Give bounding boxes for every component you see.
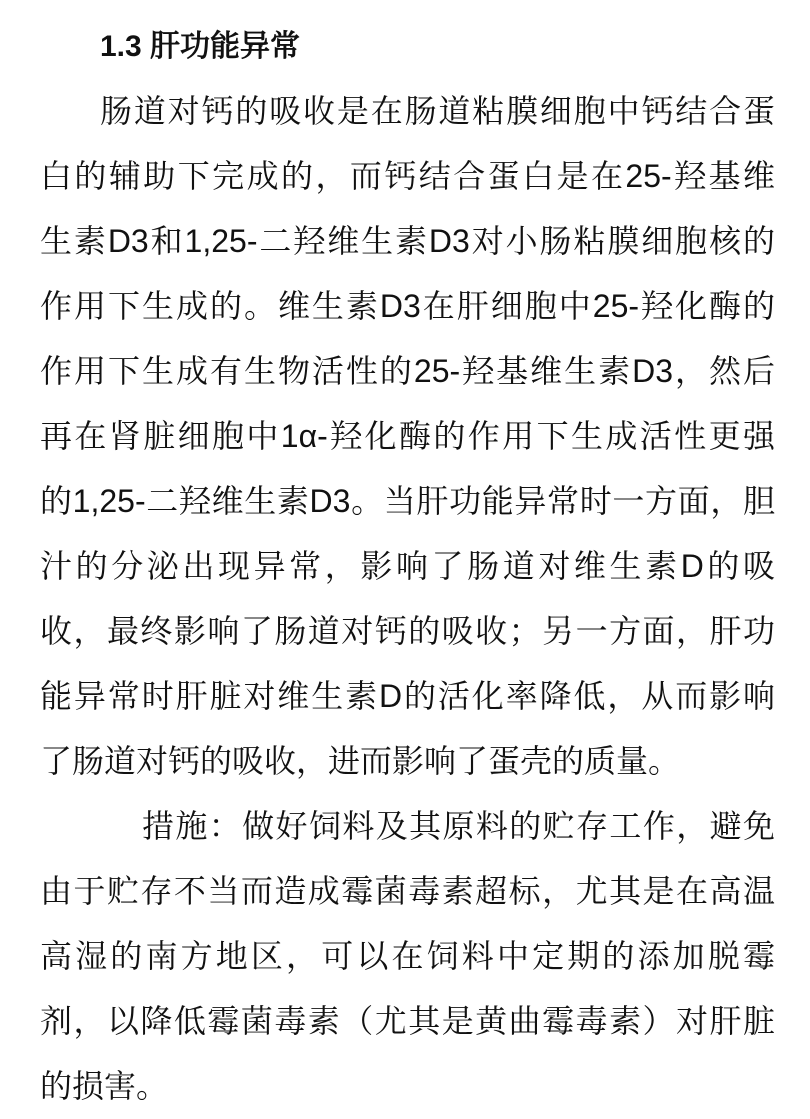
paragraph-line: 白的辅助下完成的，而钙结合蛋白是在25-羟基维 bbox=[40, 158, 775, 194]
paragraph-line: 措施：做好饲料及其原料的贮存工作，避免 bbox=[142, 808, 775, 844]
paragraph-line: 剂，以降低霉菌毒素（尤其是黄曲霉毒素）对肝脏 bbox=[40, 1003, 775, 1039]
paragraph-line: 了肠道对钙的吸收，进而影响了蛋壳的质量。 bbox=[40, 743, 681, 779]
paragraph-2 bbox=[40, 794, 775, 1119]
paragraph-1 bbox=[40, 79, 775, 794]
paragraph-line: 肠道对钙的吸收是在肠道粘膜细胞中钙结合蛋 bbox=[100, 93, 775, 129]
paragraph-line: 收，最终影响了肠道对钙的吸收；另一方面，肝功 bbox=[40, 613, 775, 649]
paragraph-line: 作用下生成有生物活性的25-羟基维生素D3，然后 bbox=[40, 353, 775, 389]
paragraph-line: 的1,25-二羟维生素D3。当肝功能异常时一方面，胆 bbox=[40, 483, 775, 519]
paragraph-line: 作用下生成的。维生素D3在肝细胞中25-羟化酶的 bbox=[40, 288, 775, 324]
paragraph-line: 的损害。 bbox=[40, 1068, 169, 1104]
paragraph-line: 由于贮存不当而造成霉菌毒素超标，尤其是在高温 bbox=[40, 873, 775, 909]
paragraph-line: 生素D3和1,25-二羟维生素D3对小肠粘膜细胞核的 bbox=[40, 223, 775, 259]
paragraph-line: 高湿的南方地区，可以在饲料中定期的添加脱霉 bbox=[40, 938, 775, 974]
section-heading: 1.3 肝功能异常 bbox=[100, 30, 301, 63]
paragraph-line: 能异常时肝脏对维生素D的活化率降低，从而影响 bbox=[40, 678, 775, 714]
paragraph-line: 汁的分泌出现异常，影响了肠道对维生素D的吸 bbox=[40, 548, 775, 584]
paragraph-line: 再在肾脏细胞中1α-羟化酶的作用下生成活性更强 bbox=[40, 418, 775, 454]
